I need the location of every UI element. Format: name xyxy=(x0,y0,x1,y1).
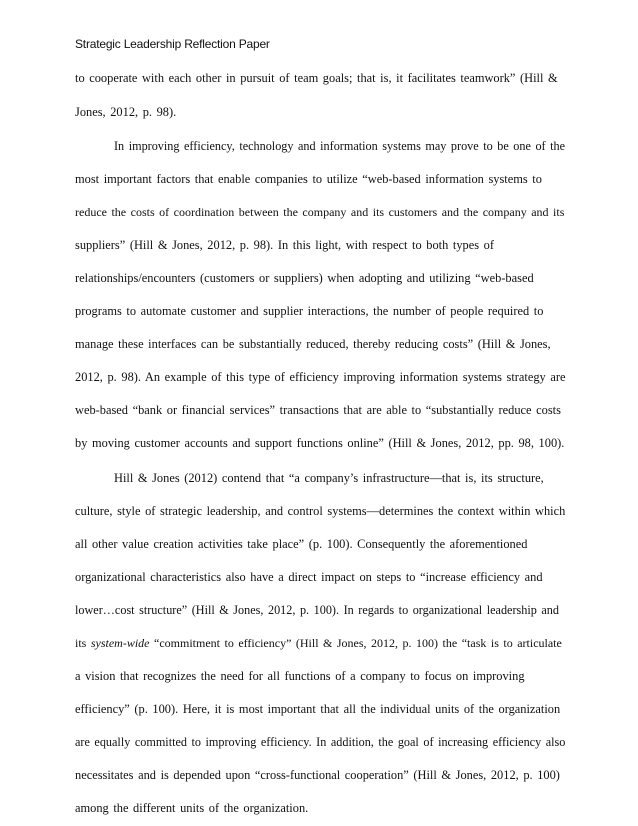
italic-term: system-wide xyxy=(90,636,150,650)
text-line: relationships/encounters (customers or suppliers) when adopting and utilizing “web-based xyxy=(75,271,534,285)
text-line: efficiency” (p. 100). Here, it is most important that all the individual units of the organization xyxy=(75,702,561,716)
text-line: among the different units of the organization. xyxy=(75,801,309,815)
text-line: are equally committed to improving efficiency. In addition, the goal of increasing efficiency also xyxy=(75,735,566,749)
line-suffix: “commitment to efficiency” (Hill & Jones, 2012, p. 100) the “task is to articulate xyxy=(149,636,562,650)
text-line: 2012, p. 98). An example of this type of efficiency improving information systems strategy are xyxy=(75,370,566,384)
text-line: Jones, 2012, p. 98). xyxy=(75,105,177,119)
running-head: Strategic Leadership Reflection Paper xyxy=(75,37,270,51)
text-line: a vision that recognizes the need for all functions of a company to focus on improving xyxy=(75,669,525,683)
text-line-with-italic xyxy=(75,635,562,651)
text-line: to cooperate with each other in pursuit of team goals; that is, it facilitates teamwork” (Hill & xyxy=(75,71,558,85)
text-line: web-based “bank or financial services” transactions that are able to “substantially reduce costs xyxy=(75,403,561,417)
text-line: reduce the costs of coordination between the company and its customers and the company and its xyxy=(75,205,565,219)
text-line: most important factors that enable companies to utilize “web-based information systems to xyxy=(75,172,542,186)
text-line: programs to automate customer and supplier interactions, the number of people required to xyxy=(75,304,544,318)
paragraph-start-line: In improving efficiency, technology and information systems may prove to be one of the xyxy=(114,139,566,153)
text-line: all other value creation activities take place” (p. 100). Consequently the aforementioned xyxy=(75,537,528,551)
text-line: organizational characteristics also have a direct impact on steps to “increase efficiency and xyxy=(75,570,543,584)
text-line: manage these interfaces can be substantially reduced, thereby reducing costs” (Hill & Jones, xyxy=(75,337,551,351)
line-prefix: its xyxy=(75,636,91,650)
text-line: lower…cost structure” (Hill & Jones, 2012, p. 100). In regards to organizational leadership and xyxy=(75,603,559,617)
text-line: necessitates and is depended upon “cross-functional cooperation” (Hill & Jones, 2012, p. 100) xyxy=(75,768,560,782)
text-line: culture, style of strategic leadership, and control systems—determines the context within which xyxy=(75,504,566,518)
text-line: by moving customer accounts and support functions online” (Hill & Jones, 2012, pp. 98, 100). xyxy=(75,436,565,450)
paragraph-start-line: Hill & Jones (2012) contend that “a company’s infrastructure—that is, its structure, xyxy=(114,471,544,485)
text-line: suppliers” (Hill & Jones, 2012, p. 98). In this light, with respect to both types of xyxy=(75,238,494,252)
